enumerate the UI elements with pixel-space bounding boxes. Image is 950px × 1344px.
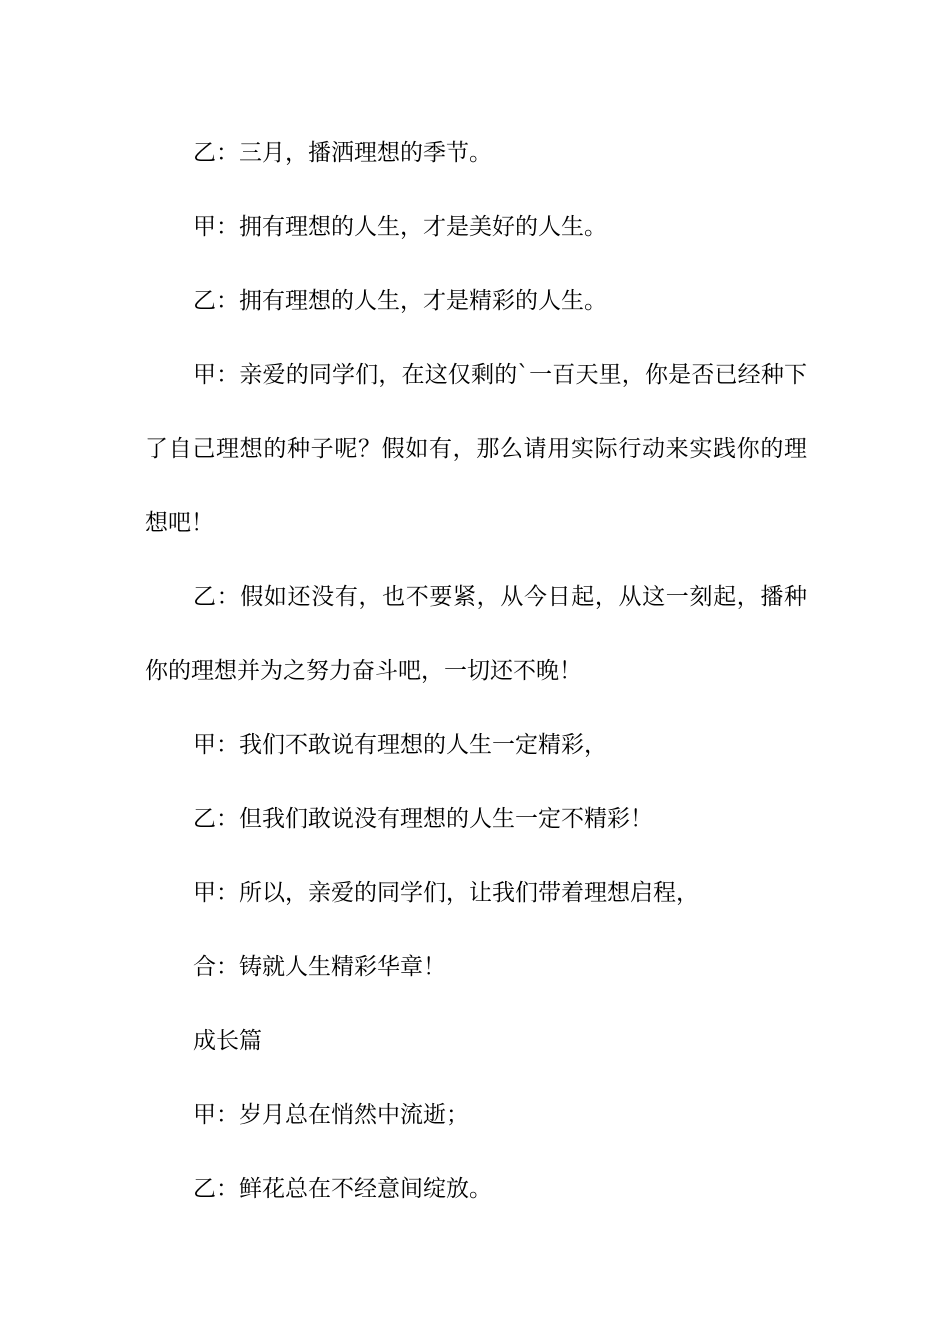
paragraph-1: 乙：三月，播洒理想的季节。 <box>193 140 492 166</box>
paragraph-8: 甲：所以，亲爱的同学们，让我们带着理想启程， <box>193 880 699 906</box>
paragraph-12: 乙：鲜花总在不经意间绽放。 <box>193 1176 492 1202</box>
paragraph-6: 甲：我们不敢说有理想的人生一定精彩， <box>193 732 607 758</box>
paragraph-2: 甲：拥有理想的人生，才是美好的人生。 <box>193 214 607 240</box>
document-body <box>145 116 807 1226</box>
section-heading: 成长篇 <box>193 1028 262 1054</box>
paragraph-4: 甲：亲爱的同学们，在这仅剩的`一百天里，你是否已经种下了自己理想的种子呢？假如有，那么请用实际行动来实践你的理想吧！ <box>145 362 807 536</box>
paragraph-9: 合：铸就人生精彩华章！ <box>193 954 446 980</box>
paragraph-11: 甲：岁月总在悄然中流逝； <box>193 1102 469 1128</box>
paragraph-3: 乙：拥有理想的人生，才是精彩的人生。 <box>193 288 607 314</box>
paragraph-7: 乙：但我们敢说没有理想的人生一定不精彩！ <box>193 806 653 832</box>
paragraph-5: 乙：假如还没有，也不要紧，从今日起，从这一刻起，播种你的理想并为之努力奋斗吧，一切还不晚！ <box>145 584 807 684</box>
